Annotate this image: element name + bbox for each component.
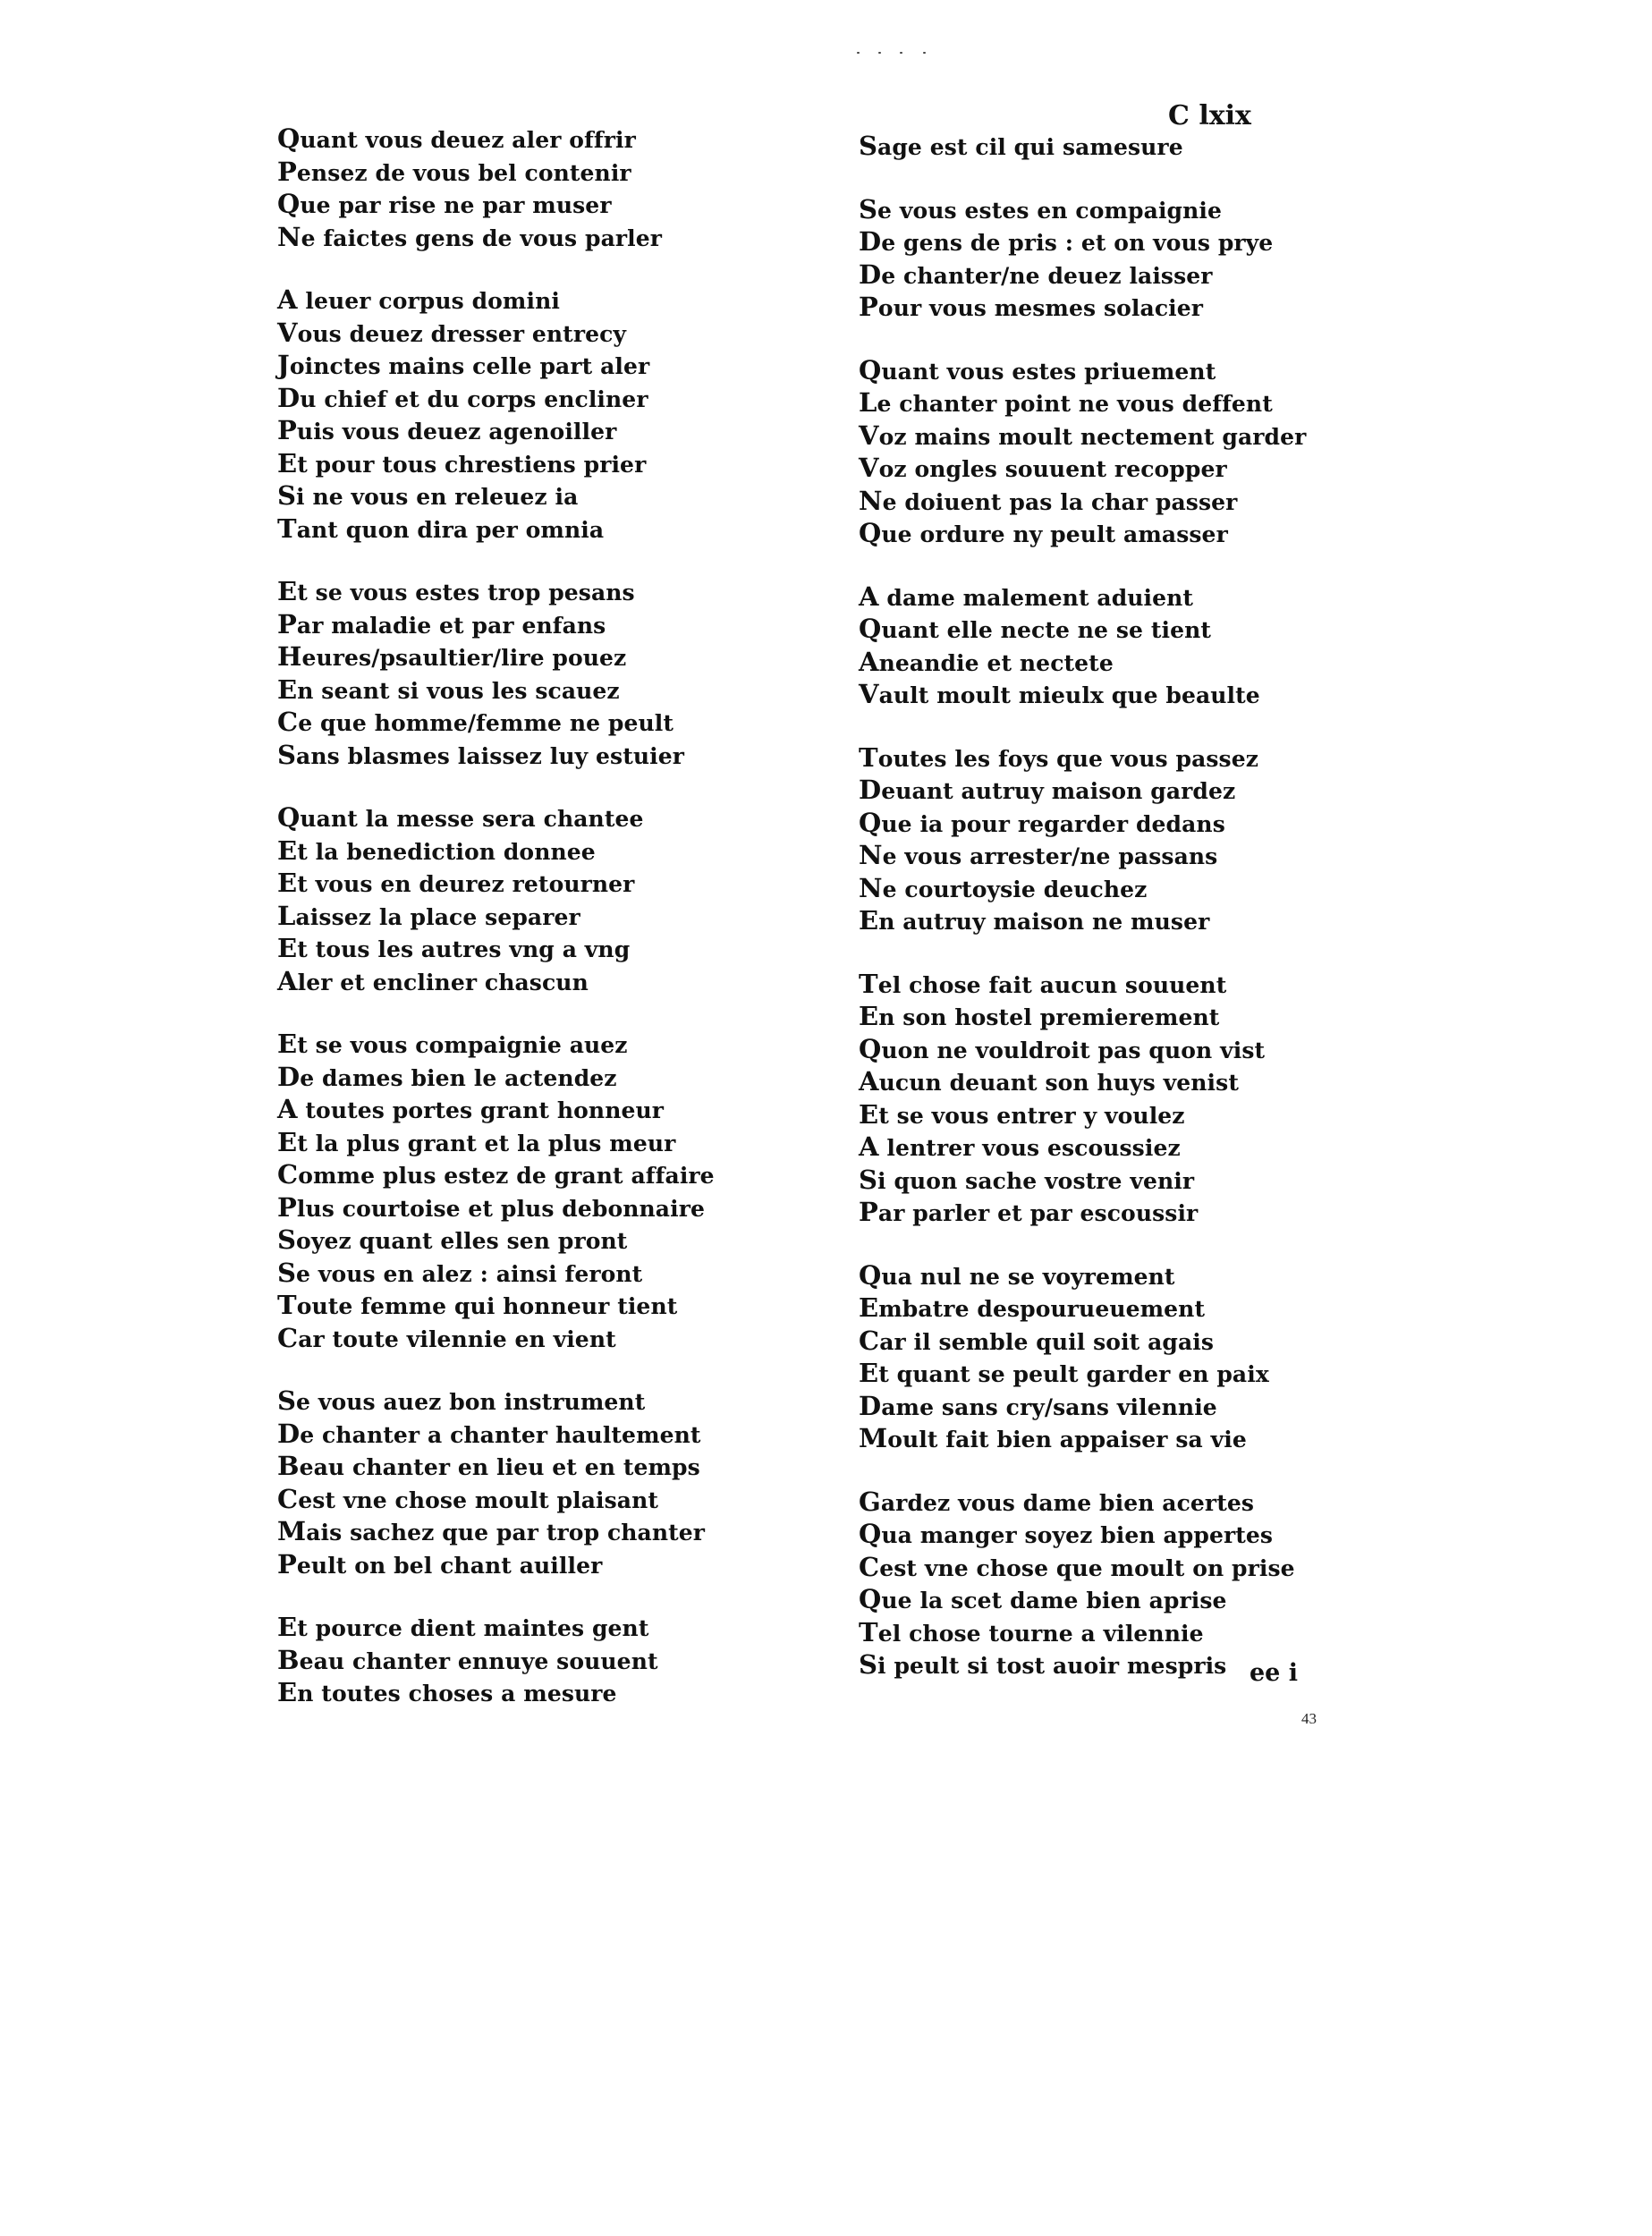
verse-line: Cest vne chose moult plaisant	[277, 1483, 659, 1514]
verse-line: Que la scet dame bien aprise	[859, 1584, 1227, 1614]
verse-line: En autruy maison ne muser	[859, 905, 1210, 936]
verse-line: Soyez quant elles sen pront	[277, 1224, 628, 1255]
verse-line: Et la plus grant et la plus meur	[277, 1126, 676, 1157]
verse-line: Quon ne vouldroit pas quon vist	[859, 1033, 1266, 1064]
verse-line: Tant quon dira per omnia	[277, 512, 605, 544]
verse-line: Ne vous arrester/ne passans	[859, 840, 1218, 870]
verse-line: Et se vous estes trop pesans	[277, 576, 635, 606]
stanza	[277, 1612, 778, 1710]
verse-line: Et pour tous chrestiens prier	[277, 447, 647, 479]
verse-line: Se vous en alez : ainsi feront	[277, 1257, 643, 1288]
verse-line: Ne courtoysie deuchez	[859, 872, 1148, 903]
stanza	[859, 1486, 1360, 1682]
stanza	[859, 742, 1360, 938]
folio-header: C lxix	[1168, 100, 1251, 131]
verse-line: Vault moult mieulx que beaulte	[859, 679, 1260, 709]
verse-line: Si ne vous en releuez ia	[277, 480, 579, 511]
verse-line: Aneandie et nectete	[859, 646, 1114, 677]
verse-line: En seant si vous les scauez	[277, 673, 620, 705]
verse-line: A leuer corpus domini	[277, 284, 560, 315]
verse-line: Par parler et par escoussir	[859, 1197, 1199, 1227]
verse-line: Ce que homme/femme ne peult	[277, 707, 674, 737]
verse-line: Moult fait bien appaiser sa vie	[859, 1423, 1247, 1453]
stanza	[859, 581, 1360, 712]
right-column	[859, 131, 1360, 1713]
stanza	[277, 1385, 778, 1581]
verse-line: Que ordure ny peult amasser	[859, 518, 1228, 548]
verse-line: De gens de pris : et on vous prye	[859, 226, 1274, 257]
verse-line: Aler et encliner chascun	[277, 965, 589, 996]
verse-line: Car toute vilennie en vient	[277, 1322, 616, 1353]
verse-line: Joinctes mains celle part aler	[277, 350, 650, 380]
stanza	[859, 194, 1360, 325]
printing-marks	[857, 52, 928, 57]
verse-line: Tel chose tourne a vilennie	[859, 1616, 1204, 1647]
verse-line: Qua nul ne se voyrement	[859, 1259, 1175, 1291]
verse-line: Le chanter point ne vous deffent	[859, 387, 1273, 418]
verse-line: A lentrer vous escoussiez	[859, 1131, 1181, 1162]
verse-line: Vous deuez dresser entrecy	[277, 317, 627, 348]
verse-line: Embatre despourueuement	[859, 1292, 1206, 1323]
signature-mark: ee i	[1250, 1659, 1299, 1687]
verse-line: Puis vous deuez agenoiller	[277, 415, 617, 445]
stanza	[859, 969, 1360, 1230]
stanza	[277, 576, 778, 772]
verse-line: Voz mains moult nectement garder	[859, 419, 1307, 451]
verse-line: Que ia pour regarder dedans	[859, 807, 1225, 838]
verse-line: Dame sans cry/sans vilennie	[859, 1390, 1217, 1421]
stanza	[859, 131, 1360, 164]
verse-line: Aucun deuant son huys venist	[859, 1066, 1239, 1097]
verse-line: A dame malement aduient	[859, 580, 1194, 612]
verse-line: Sage est cil qui samesure	[859, 131, 1183, 161]
verse-line: Se vous auez bon instrument	[277, 1385, 646, 1416]
verse-line: Laissez la place separer	[277, 900, 580, 931]
stanza	[277, 123, 778, 254]
verse-line: Toutes les foys que vous passez	[859, 741, 1259, 773]
verse-line: Et pource dient maintes gent	[277, 1612, 649, 1642]
verse-line: Peult on bel chant auiller	[277, 1548, 603, 1580]
stanza	[277, 802, 778, 998]
verse-line: Et se vous entrer y voulez	[859, 1098, 1185, 1130]
verse-line: Si peult si tost auoir mespris	[859, 1649, 1227, 1680]
stanza	[277, 284, 778, 546]
verse-line: Toute femme qui honneur tient	[277, 1290, 678, 1320]
verse-line: A toutes portes grant honneur	[277, 1094, 665, 1124]
verse-line: Que par rise ne par muser	[277, 189, 612, 219]
verse-line: Quant vous deuez aler offrir	[277, 123, 636, 154]
verse-line: Deuant autruy maison gardez	[859, 775, 1236, 805]
verse-line: Gardez vous dame bien acertes	[859, 1486, 1255, 1517]
verse-line: Voz ongles souuent recopper	[859, 453, 1227, 483]
verse-line: Et vous en deurez retourner	[277, 868, 635, 898]
verse-line: De chanter a chanter haultement	[277, 1418, 701, 1449]
verse-line: Sans blasmes laissez luy estuier	[277, 739, 685, 770]
verse-line: Tel chose fait aucun souuent	[859, 968, 1227, 999]
verse-line: Beau chanter ennuye souuent	[277, 1644, 658, 1675]
page-number: 43	[1301, 1710, 1317, 1727]
verse-line: Se vous estes en compaignie	[859, 193, 1222, 224]
verse-line: Car il semble quil soit agais	[859, 1325, 1215, 1356]
verse-line: Et se vous compaignie auez	[277, 1029, 628, 1059]
stanza	[277, 1029, 778, 1355]
verse-line: Pour vous mesmes solacier	[859, 292, 1204, 322]
verse-line: Pensez de vous bel contenir	[277, 156, 631, 187]
verse-line: Quant elle necte ne se tient	[859, 614, 1211, 644]
verse-line: Et quant se peult garder en paix	[859, 1358, 1269, 1388]
verse-line: Et tous les autres vng a vng	[277, 933, 631, 963]
verse-line: Quant vous estes priuement	[859, 354, 1216, 385]
verse-line: Qua manger soyez bien appertes	[859, 1519, 1274, 1549]
verse-line: Et la benediction donnee	[277, 834, 596, 866]
verse-line: Ne doiuent pas la char passer	[859, 485, 1238, 516]
verse-line: De chanter/ne deuez laisser	[859, 258, 1213, 290]
verse-line: Quant la messe sera chantee	[277, 802, 644, 833]
verse-line: En toutes choses a mesure	[277, 1677, 617, 1707]
verse-line: Mais sachez que par trop chanter	[277, 1516, 706, 1546]
verse-line: Beau chanter en lieu et en temps	[277, 1451, 700, 1481]
stanza	[859, 1260, 1360, 1456]
verse-line: En son hostel premierement	[859, 1001, 1220, 1031]
verse-line: Si quon sache vostre venir	[859, 1164, 1195, 1195]
stanza	[859, 355, 1360, 551]
verse-line: Heures/psaultier/lire pouez	[277, 641, 627, 672]
left-column	[277, 123, 778, 1741]
verse-line: Du chief et du corps encliner	[277, 382, 648, 413]
verse-line: Comme plus estez de grant affaire	[277, 1159, 715, 1190]
verse-line: Cest vne chose que moult on prise	[859, 1551, 1295, 1582]
verse-line: Plus courtoise et plus debonnaire	[277, 1191, 705, 1223]
verse-line: De dames bien le actendez	[277, 1061, 617, 1092]
verse-line: Ne faictes gens de vous parler	[277, 221, 663, 252]
verse-line: Par maladie et par enfans	[277, 608, 606, 639]
